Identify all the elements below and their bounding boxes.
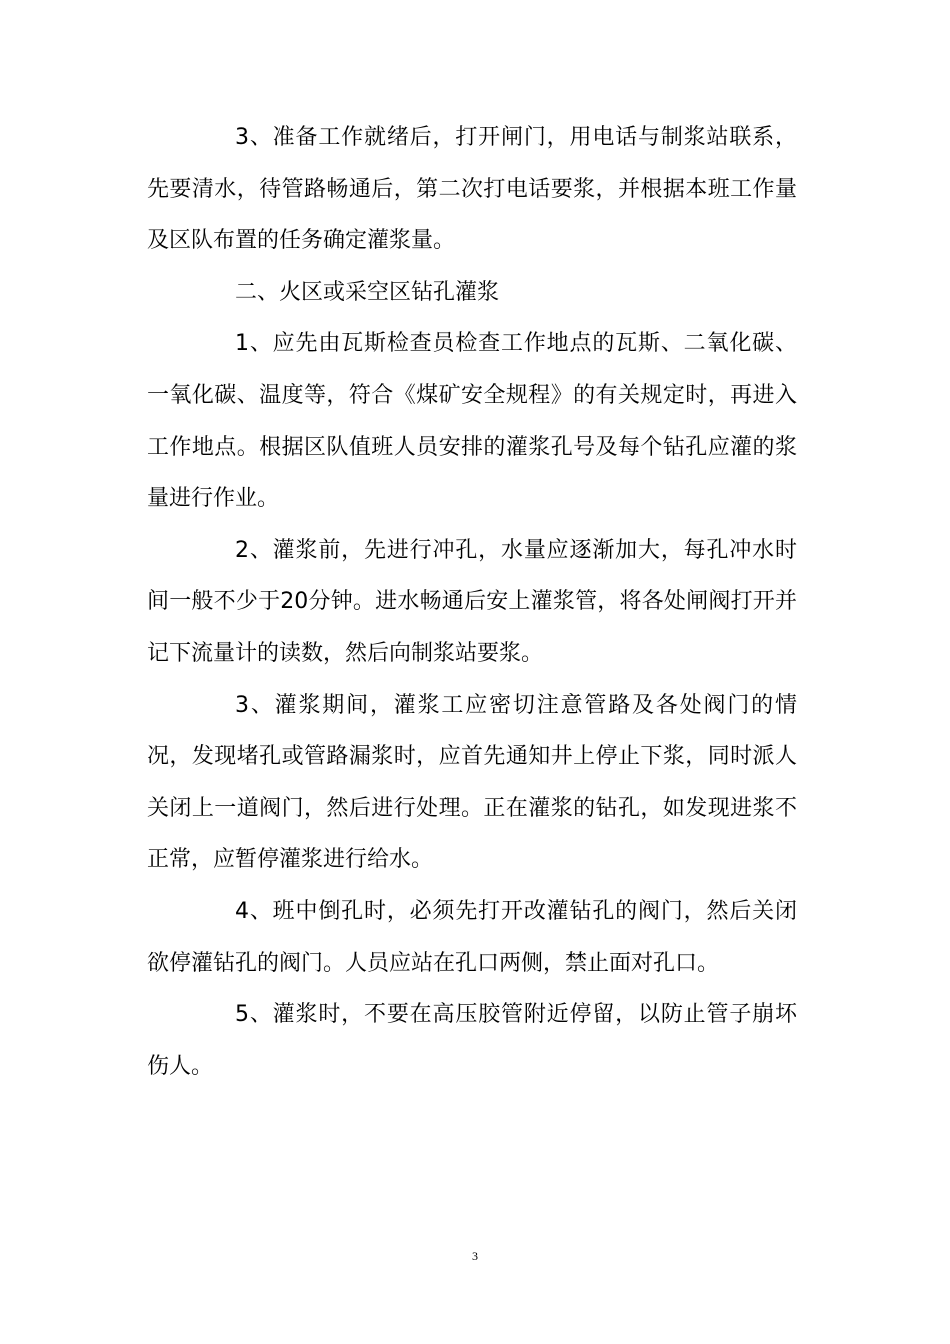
paragraph-step-3-monitoring: 3、灌浆期间，灌浆工应密切注意管路及各处阀门的情况，发现堵孔或管路漏浆时，应首先通知井上停止下浆，同时派人关闭上一道阀门，然后进行处理。正在灌浆的钻孔，如发现进浆不正常，应暂停灌浆进行给水。 bbox=[147, 692, 797, 873]
body-text bbox=[147, 112, 797, 1092]
page-number: 3 bbox=[472, 1249, 478, 1263]
paragraph-step-5-safety: 5、灌浆时，不要在高压胶管附近停留，以防止管子崩坏伤人。 bbox=[147, 1002, 797, 1079]
paragraph-step-3-prepare: 3、准备工作就绪后，打开闸门，用电话与制浆站联系，先要清水，待管路畅通后，第二次打电话要浆，并根据本班工作量及区队布置的任务确定灌浆量。 bbox=[147, 125, 797, 254]
paragraph-step-4-switching-holes: 4、班中倒孔时，必须先打开改灌钻孔的阀门，然后关闭欲停灌钻孔的阀门。人员应站在孔口两侧，禁止面对孔口。 bbox=[147, 898, 797, 976]
section-heading-drilling-grouting: 二、火区或采空区钻孔灌浆 bbox=[235, 279, 500, 305]
paragraph-step-1-gas-check: 1、应先由瓦斯检查员检查工作地点的瓦斯、二氧化碳、一氧化碳、温度等，符合《煤矿安全规程》的有关规定时，再进入工作地点。根据区队值班人员安排的灌浆孔号及每个钻孔应灌的浆量进行作业。 bbox=[147, 331, 797, 512]
paragraph-step-2-flushing: 2、灌浆前，先进行冲孔，水量应逐渐加大，每孔冲水时间一般不少于20分钟。进水畅通后安上灌浆管，将各处闸阀打开并记下流量计的读数，然后向制浆站要浆。 bbox=[147, 537, 797, 666]
